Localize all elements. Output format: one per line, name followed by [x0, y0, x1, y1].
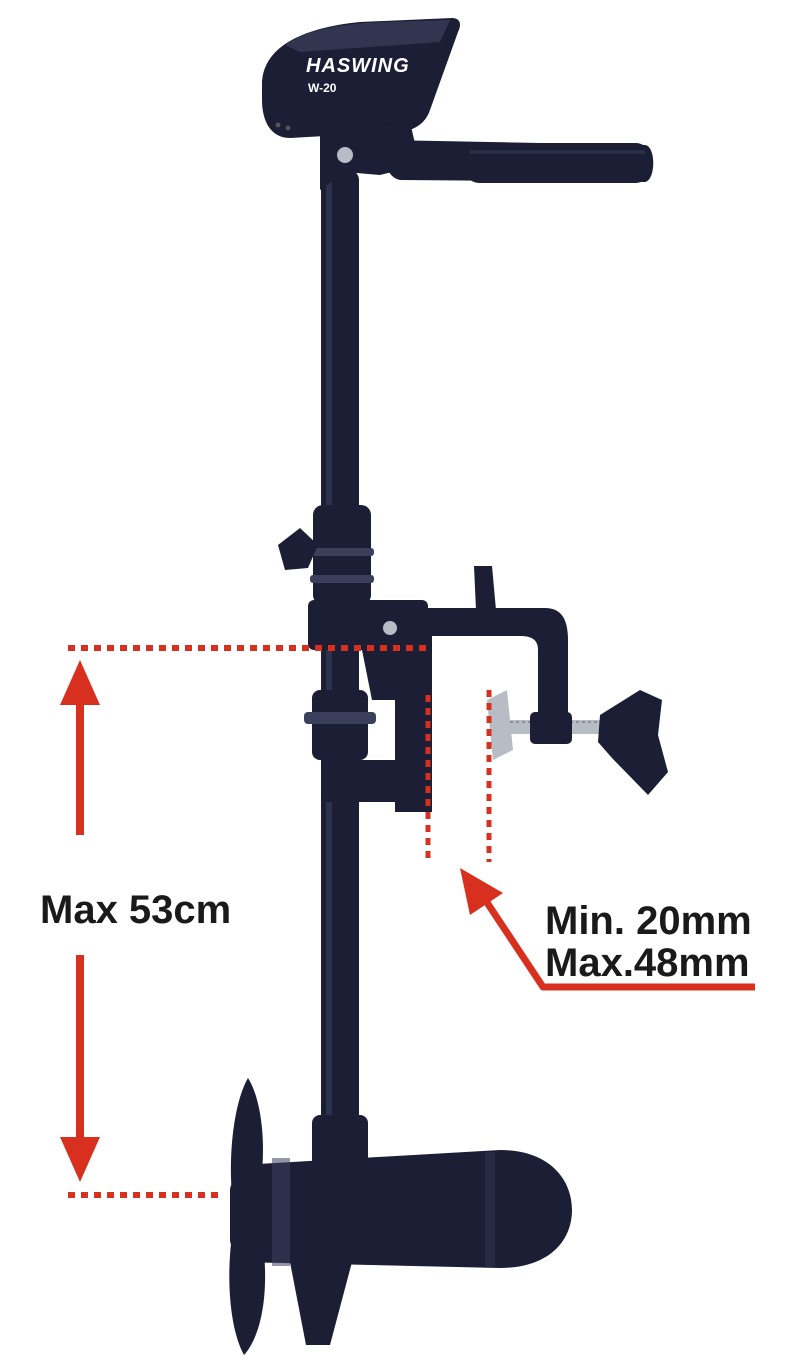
- shaft-depth-label: Max 53cm: [40, 888, 232, 932]
- collar-ring: [310, 575, 374, 583]
- clamp-min-label: Min. 20mm: [545, 899, 752, 943]
- clamp-arm: [395, 608, 568, 812]
- vent-dot: [286, 126, 291, 131]
- propeller-blade: [229, 1235, 265, 1355]
- shaft-highlight: [326, 175, 332, 1155]
- tiller-grip: [465, 143, 650, 183]
- arrow-up-icon: [60, 660, 100, 835]
- brand-logo: HASWING: [306, 55, 410, 77]
- mount-bolt: [383, 621, 397, 635]
- clamp-arm-bracket: [360, 640, 398, 700]
- collar-ring: [310, 548, 374, 556]
- sleeve-ring: [304, 712, 376, 724]
- clamp-max-label: Max.48mm: [545, 941, 750, 985]
- arrow-down-icon: [60, 955, 100, 1182]
- clamp-thickness-label: [545, 900, 752, 984]
- model-label: W-20: [308, 81, 337, 95]
- lower-mount: [322, 760, 402, 802]
- pod-band: [485, 1152, 495, 1268]
- clamp-screw-nut: [530, 712, 572, 744]
- clamp-knob: [598, 690, 668, 795]
- lock-knob: [278, 528, 318, 570]
- propeller-hub: [230, 1180, 270, 1250]
- vent-dot: [276, 123, 281, 128]
- clamp-finger: [474, 566, 496, 610]
- bracket-bolt: [337, 147, 353, 163]
- pod-band: [272, 1158, 290, 1266]
- shaft-sleeve: [312, 690, 368, 760]
- pod-skeg: [290, 1262, 352, 1345]
